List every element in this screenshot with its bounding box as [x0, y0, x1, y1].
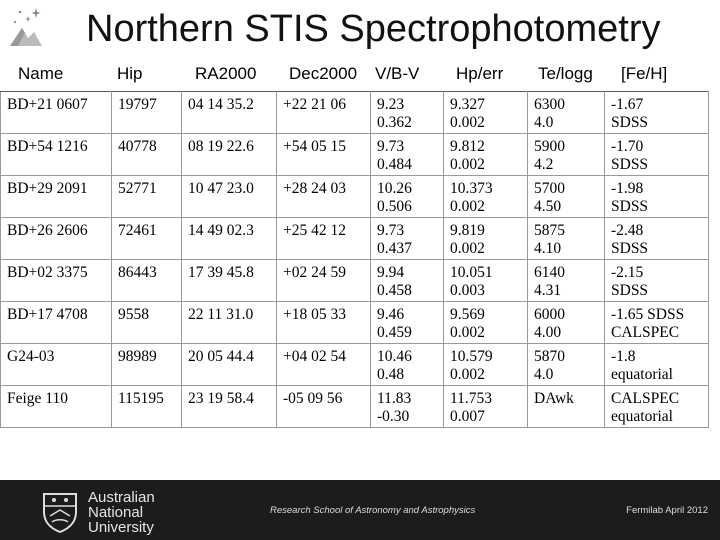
cell-v-bv	[371, 176, 444, 218]
hp-err-line: 11.753	[450, 390, 493, 407]
te-logg-line: 4.00	[534, 324, 562, 341]
te-logg-line: 4.2	[534, 156, 554, 173]
column-header-te-logg: Te/logg	[538, 64, 593, 83]
cell-star-name: BD+17 4708	[1, 302, 112, 344]
hp-err-line: 9.569	[450, 306, 485, 323]
fe-h-line: equatorial	[611, 408, 673, 425]
cell-ra2000: 17 39 45.8	[182, 260, 277, 302]
column-header-hp-err: Hp/err	[456, 64, 504, 83]
cell-te-logg	[528, 302, 605, 344]
cell-hp-err	[444, 260, 528, 302]
cell-dec2000: +25 42 12	[277, 218, 371, 260]
cell-ra2000: 08 19 22.6	[182, 134, 277, 176]
cell-fe-h	[605, 260, 709, 302]
cell-v-bv	[371, 344, 444, 386]
v-bv-line: 9.46	[377, 306, 405, 323]
table-row	[1, 176, 709, 218]
cell-te-logg	[528, 92, 605, 134]
table-row	[1, 344, 709, 386]
cell-v-bv	[371, 260, 444, 302]
cell-hp-err	[444, 386, 528, 428]
cell-star-name: BD+02 3375	[1, 260, 112, 302]
cell-fe-h	[605, 176, 709, 218]
fe-h-line: SDSS	[611, 156, 649, 173]
cell-hip-number: 19797	[112, 92, 182, 134]
cell-hip-number: 40778	[112, 134, 182, 176]
cell-v-bv	[371, 92, 444, 134]
fe-h-line: -1.67	[611, 96, 644, 113]
cell-v-bv	[371, 302, 444, 344]
cell-ra2000: 22 11 31.0	[182, 302, 277, 344]
cell-te-logg	[528, 218, 605, 260]
cell-hp-err	[444, 176, 528, 218]
te-logg-line: 6300	[534, 96, 565, 113]
cell-v-bv	[371, 386, 444, 428]
cell-fe-h	[605, 386, 709, 428]
cell-dec2000: +18 05 33	[277, 302, 371, 344]
v-bv-line: -0.30	[377, 408, 410, 425]
cell-star-name: BD+21 0607	[1, 92, 112, 134]
column-header-ra2000: RA2000	[195, 64, 257, 83]
te-logg-line: 5700	[534, 180, 565, 197]
column-header-v-bv: V/B-V	[375, 64, 420, 83]
school-name: Research School of Astronomy and Astrophysics	[270, 505, 476, 516]
cell-ra2000: 04 14 35.2	[182, 92, 277, 134]
stars-logo-icon	[6, 6, 46, 50]
cell-star-name: BD+26 2606	[1, 218, 112, 260]
cell-hp-err	[444, 302, 528, 344]
v-bv-line: 10.26	[377, 180, 412, 197]
hp-err-line: 9.812	[450, 138, 485, 155]
v-bv-line: 10.46	[377, 348, 412, 365]
cell-dec2000: +22 21 06	[277, 92, 371, 134]
cell-fe-h	[605, 218, 709, 260]
hp-err-line: 0.003	[450, 282, 485, 299]
te-logg-line: 4.0	[534, 366, 554, 383]
university-name: Australian National University	[88, 489, 155, 536]
v-bv-line: 0.48	[377, 366, 405, 383]
anu-crest-icon	[38, 490, 82, 534]
te-logg-line: 5900	[534, 138, 565, 155]
cell-star-name: BD+29 2091	[1, 176, 112, 218]
cell-hp-err	[444, 134, 528, 176]
cell-hp-err	[444, 344, 528, 386]
cell-hip-number: 9558	[112, 302, 182, 344]
v-bv-line: 9.73	[377, 138, 405, 155]
cell-ra2000: 10 47 23.0	[182, 176, 277, 218]
column-header-hip: Hip	[117, 64, 143, 83]
page-title: Northern STIS Spectrophotometry	[86, 8, 661, 50]
cell-dec2000: -05 09 56	[277, 386, 371, 428]
hp-err-line: 0.002	[450, 156, 485, 173]
cell-star-name: G24-03	[1, 344, 112, 386]
hp-err-line: 0.002	[450, 114, 485, 131]
cell-hip-number: 98989	[112, 344, 182, 386]
table-row	[1, 92, 709, 134]
footer	[0, 480, 720, 540]
v-bv-line: 9.23	[377, 96, 405, 113]
cell-hip-number: 86443	[112, 260, 182, 302]
cell-ra2000: 14 49 02.3	[182, 218, 277, 260]
v-bv-line: 0.437	[377, 240, 412, 257]
te-logg-line: 4.10	[534, 240, 562, 257]
cell-v-bv	[371, 218, 444, 260]
fe-h-line: SDSS	[611, 240, 649, 257]
v-bv-line: 0.459	[377, 324, 412, 341]
te-logg-line: 4.31	[534, 282, 562, 299]
cell-hp-err	[444, 92, 528, 134]
star-table	[0, 91, 709, 428]
fe-h-line: CALSPEC	[611, 324, 680, 341]
cell-ra2000: 20 05 44.4	[182, 344, 277, 386]
te-logg-line: 5875	[534, 222, 565, 239]
v-bv-line: 9.94	[377, 264, 405, 281]
column-header-fe-h: [Fe/H]	[621, 64, 668, 83]
v-bv-line: 0.362	[377, 114, 412, 131]
cell-te-logg	[528, 386, 605, 428]
hp-err-line: 9.327	[450, 96, 485, 113]
hp-err-line: 0.002	[450, 366, 485, 383]
hp-err-line: 10.373	[450, 180, 493, 197]
hp-err-line: 0.007	[450, 408, 485, 425]
fe-h-line: -1.65 SDSS	[611, 306, 685, 323]
cell-fe-h	[605, 92, 709, 134]
te-logg-line: 6140	[534, 264, 565, 281]
cell-dec2000: +54 05 15	[277, 134, 371, 176]
cell-star-name: BD+54 1216	[1, 134, 112, 176]
fe-h-line: -1.98	[611, 180, 644, 197]
te-logg-line: DAwk	[534, 390, 574, 407]
cell-ra2000: 23 19 58.4	[182, 386, 277, 428]
fe-h-line: -2.48	[611, 222, 644, 239]
cell-te-logg	[528, 260, 605, 302]
fe-h-line: SDSS	[611, 198, 649, 215]
hp-err-line: 0.002	[450, 324, 485, 341]
fe-h-line: -1.8	[611, 348, 636, 365]
table-row	[1, 260, 709, 302]
column-header-name: Name	[18, 64, 64, 83]
cell-v-bv	[371, 134, 444, 176]
te-logg-line: 4.0	[534, 114, 554, 131]
te-logg-line: 5870	[534, 348, 565, 365]
fe-h-line: -2.15	[611, 264, 644, 281]
v-bv-line: 0.484	[377, 156, 412, 173]
cell-hip-number: 72461	[112, 218, 182, 260]
cell-fe-h	[605, 302, 709, 344]
hp-err-line: 9.819	[450, 222, 485, 239]
cell-fe-h	[605, 344, 709, 386]
v-bv-line: 11.83	[377, 390, 412, 407]
te-logg-line: 4.50	[534, 198, 562, 215]
cell-te-logg	[528, 134, 605, 176]
column-header-dec2000: Dec2000	[289, 64, 358, 83]
cell-dec2000: +28 24 03	[277, 176, 371, 218]
fe-h-line: -1.70	[611, 138, 644, 155]
table-row	[1, 218, 709, 260]
v-bv-line: 9.73	[377, 222, 405, 239]
cell-hip-number: 115195	[112, 386, 182, 428]
hp-err-line: 0.002	[450, 240, 485, 257]
cell-dec2000: +04 02 54	[277, 344, 371, 386]
hp-err-line: 10.051	[450, 264, 493, 281]
fe-h-line: SDSS	[611, 282, 649, 299]
fe-h-line: equatorial	[611, 366, 673, 383]
table-row	[1, 386, 709, 428]
v-bv-line: 0.458	[377, 282, 412, 299]
table-row	[1, 302, 709, 344]
cell-te-logg	[528, 344, 605, 386]
table-row	[1, 134, 709, 176]
cell-hp-err	[444, 218, 528, 260]
cell-fe-h	[605, 134, 709, 176]
te-logg-line: 6000	[534, 306, 565, 323]
cell-dec2000: +02 24 59	[277, 260, 371, 302]
fe-h-line: SDSS	[611, 114, 649, 131]
cell-hip-number: 52771	[112, 176, 182, 218]
hp-err-line: 10.579	[450, 348, 493, 365]
hp-err-line: 0.002	[450, 198, 485, 215]
cell-te-logg	[528, 176, 605, 218]
cell-star-name: Feige 110	[1, 386, 112, 428]
fe-h-line: CALSPEC	[611, 390, 680, 407]
v-bv-line: 0.506	[377, 198, 412, 215]
event-label: Fermilab April 2012	[626, 505, 708, 516]
